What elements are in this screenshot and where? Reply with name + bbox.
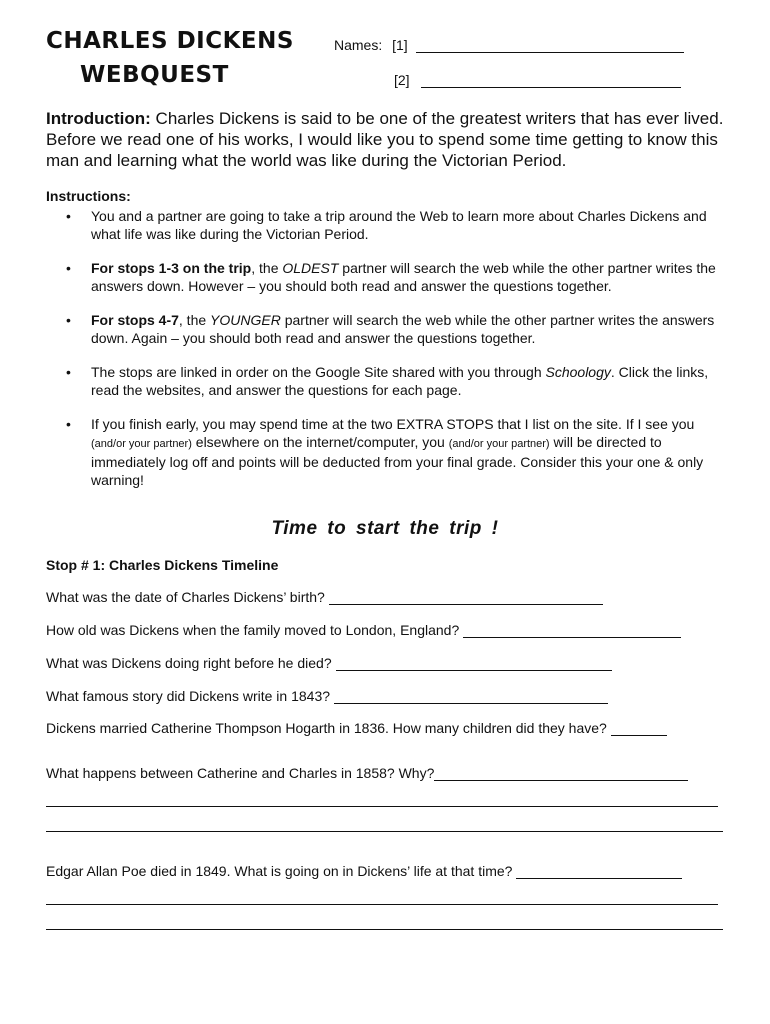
name-2-label: [2] — [394, 72, 410, 88]
instruction-italic: OLDEST — [282, 260, 339, 276]
question-5 — [46, 720, 667, 736]
question-text: What famous story did Dickens write in 1843? — [46, 688, 331, 704]
instruction-text: , the — [251, 260, 283, 276]
instruction-text: If you finish early, you may spend time at the two EXTRA STOPS that I list on the site. If I see you — [91, 416, 695, 432]
instruction-small: (and/or your partner) — [448, 438, 550, 450]
instruction-text: . Click the links, read the websites, and answer the questions for each page. — [91, 364, 709, 398]
question-text: How old was Dickens when the family moved to London, England? — [46, 622, 460, 638]
question-4 — [46, 688, 608, 704]
title-line-1: CHARLES DICKENS — [46, 28, 294, 54]
answer-blank[interactable] — [611, 721, 667, 736]
introduction-paragraph — [46, 108, 726, 171]
intro-text: Charles Dickens is said to be one of the greatest writers that has ever lived. Before we read one of his works, I would like you to spend some time getting to know this man and learning what the world was like during the Victorian Period. — [46, 109, 724, 170]
title-line-2: WEBQUEST — [80, 62, 229, 88]
question-text: What was Dickens doing right before he died? — [46, 655, 332, 671]
bullet-icon: • — [66, 364, 71, 380]
question-1 — [46, 589, 603, 605]
instruction-bold: For stops 4-7 — [91, 312, 179, 328]
answer-blank[interactable] — [334, 689, 608, 704]
stop-1-heading: Stop # 1: Charles Dickens Timeline — [46, 557, 279, 573]
names-label: Names: — [334, 37, 383, 53]
instruction-item — [60, 259, 722, 295]
question-text: What was the date of Charles Dickens’ birth? — [46, 589, 325, 605]
name-1-label: [1] — [392, 37, 408, 53]
bullet-icon: • — [66, 208, 71, 224]
answer-line[interactable] — [46, 831, 723, 832]
instruction-item — [60, 207, 722, 243]
name-1-blank[interactable] — [416, 38, 684, 53]
instruction-text: , the — [178, 312, 211, 328]
instruction-item — [60, 415, 722, 489]
instructions-heading: Instructions: — [46, 188, 131, 204]
question-3 — [46, 655, 612, 671]
instruction-text: elsewhere on the internet/computer, you — [191, 434, 449, 450]
answer-blank[interactable] — [434, 766, 688, 781]
instructions-list — [60, 207, 722, 505]
bullet-icon: • — [66, 260, 71, 276]
instruction-text: partner will search the web while the other partner writes the answers down. Again – you should both read and answer the questions together. — [91, 312, 715, 346]
bullet-icon: • — [66, 416, 71, 432]
answer-blank[interactable] — [329, 590, 603, 605]
instruction-text: You and a partner are going to take a trip around the Web to learn more about Charles Dickens and what life was like during the Victorian Period. — [91, 208, 707, 242]
name-2-blank[interactable] — [421, 73, 681, 88]
instruction-item — [60, 311, 722, 347]
instruction-text: will be directed to immediately log off and points will be deducted from your final grade. Consider this your one & only warning! — [91, 434, 704, 488]
instruction-small: (and/or your partner) — [91, 438, 192, 450]
intro-label: Introduction: — [46, 109, 151, 128]
instruction-text: The stops are linked in order on the Google Site shared with you through — [91, 364, 546, 380]
answer-blank[interactable] — [336, 656, 612, 671]
trip-callout: Time to start the trip ! — [271, 518, 499, 539]
instruction-italic: YOUNGER — [210, 312, 281, 328]
question-6 — [46, 765, 688, 781]
instruction-italic: Schoology — [545, 364, 611, 380]
instruction-item — [60, 363, 722, 399]
answer-line[interactable] — [46, 929, 723, 930]
answer-blank[interactable] — [516, 864, 682, 879]
bullet-icon: • — [66, 312, 71, 328]
name-1-row — [334, 37, 684, 53]
answer-line[interactable] — [46, 904, 718, 905]
question-text: Dickens married Catherine Thompson Hogarth in 1836. How many children did they have? — [46, 720, 607, 736]
question-text: Edgar Allan Poe died in 1849. What is going on in Dickens’ life at that time? — [46, 863, 513, 879]
instruction-bold: For stops 1-3 on the trip — [91, 260, 252, 276]
instruction-text: partner will search the web while the other partner writes the answers down. However – you should both read and answer the questions together. — [91, 260, 716, 294]
name-2-row — [394, 72, 681, 88]
answer-line[interactable] — [46, 806, 718, 807]
question-text: What happens between Catherine and Charles in 1858? Why? — [46, 765, 435, 781]
question-2 — [46, 622, 681, 638]
question-7 — [46, 863, 682, 879]
answer-blank[interactable] — [463, 623, 681, 638]
